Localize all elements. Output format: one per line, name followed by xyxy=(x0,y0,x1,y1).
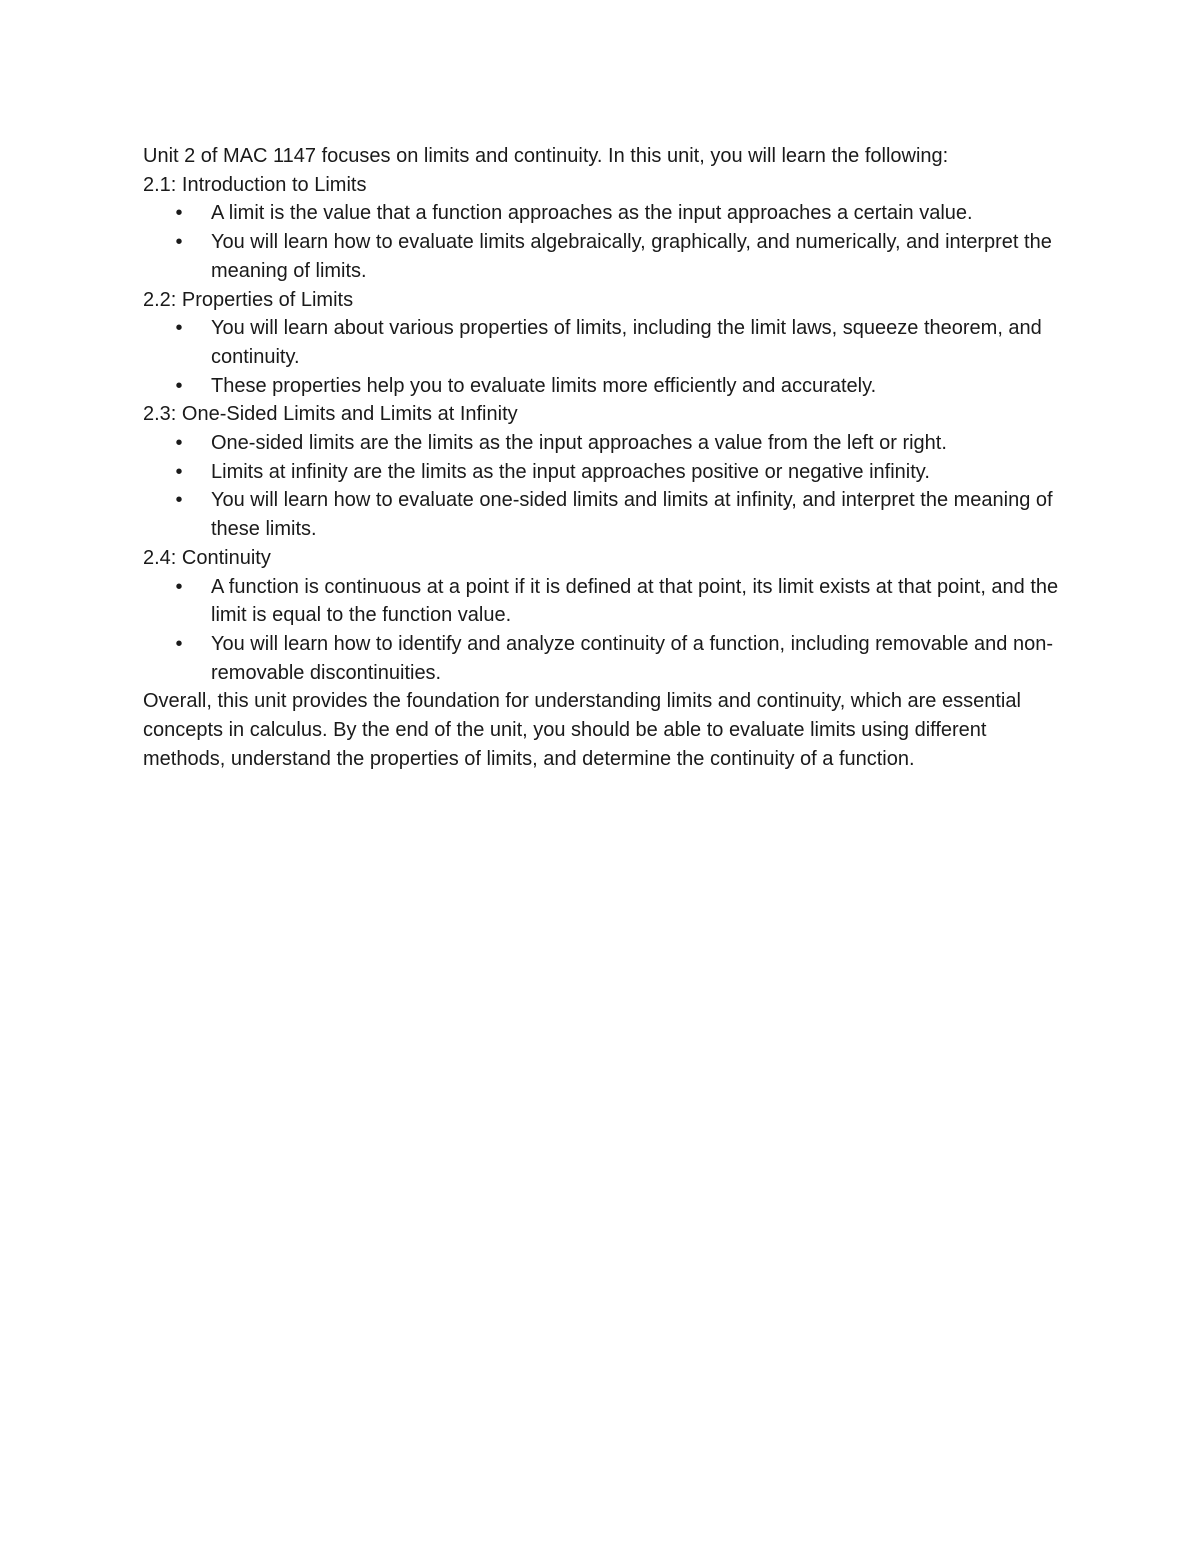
bullet-icon: • xyxy=(175,575,183,598)
bullet-text: A function is continuous at a point if it is defined at that point, its limit exists at that point, and the limit is equal to the function value. xyxy=(211,575,1059,627)
bullet-list xyxy=(143,199,1068,285)
bullet-icon: • xyxy=(175,317,183,340)
bullet-text: Limits at infinity are the limits as the input approaches positive or negative infinity. xyxy=(211,460,930,483)
bullet-icon: • xyxy=(175,460,183,483)
bullet-text: These properties help you to evaluate limits more efficiently and accurately. xyxy=(211,374,877,397)
bullet-item xyxy=(175,429,1068,458)
section-2-4 xyxy=(143,544,1068,688)
bullet-list xyxy=(143,573,1068,688)
bullet-text: You will learn about various properties of limits, including the limit laws, squeeze theorem, and continuity. xyxy=(211,317,1042,368)
bullet-text: You will learn how to evaluate limits algebraically, graphically, and numerically, and interpret the meaning of limits. xyxy=(211,231,1052,282)
section-heading: 2.2: Properties of Limits xyxy=(143,288,354,311)
section-2-1 xyxy=(143,171,1068,286)
section-heading: 2.3: One-Sided Limits and Limits at Infinity xyxy=(143,403,518,426)
section-2-3 xyxy=(143,400,1068,544)
bullet-item xyxy=(175,372,1068,401)
bullet-item xyxy=(175,314,1068,371)
bullet-item xyxy=(175,630,1068,687)
section-heading: 2.4: Continuity xyxy=(143,546,271,569)
bullet-icon: • xyxy=(175,632,183,655)
bullet-list xyxy=(143,314,1068,400)
bullet-icon: • xyxy=(175,374,183,397)
bullet-item xyxy=(175,228,1068,285)
bullet-item xyxy=(175,486,1068,543)
bullet-icon: • xyxy=(175,489,183,512)
bullet-list xyxy=(143,429,1068,544)
bullet-item xyxy=(175,199,1068,228)
intro-paragraph: Unit 2 of MAC 1147 focuses on limits and continuity. In this unit, you will learn the following: xyxy=(143,145,949,167)
document-body xyxy=(143,142,1068,773)
bullet-text: A limit is the value that a function approaches as the input approaches a certain value. xyxy=(211,202,973,225)
conclusion-paragraph: Overall, this unit provides the foundation for understanding limits and continuity, which are essential concepts in calculus. By the end of the unit, you should be able to evaluate limits using different methods, understand the properties of limits, and determine the continuity of a function. xyxy=(143,690,1021,770)
bullet-item xyxy=(175,458,1068,487)
bullet-item xyxy=(175,573,1068,630)
bullet-icon: • xyxy=(175,231,183,254)
bullet-icon: • xyxy=(175,202,183,225)
bullet-text: You will learn how to evaluate one-sided limits and limits at infinity, and interpret the meaning of these limits. xyxy=(211,489,1053,541)
section-2-2 xyxy=(143,286,1068,401)
bullet-text: One-sided limits are the limits as the input approaches a value from the left or right. xyxy=(211,432,947,455)
bullet-icon: • xyxy=(175,432,183,455)
section-heading: 2.1: Introduction to Limits xyxy=(143,173,367,196)
bullet-text: You will learn how to identify and analyze continuity of a function, including removable and non-removable discontinuities. xyxy=(211,632,1054,684)
